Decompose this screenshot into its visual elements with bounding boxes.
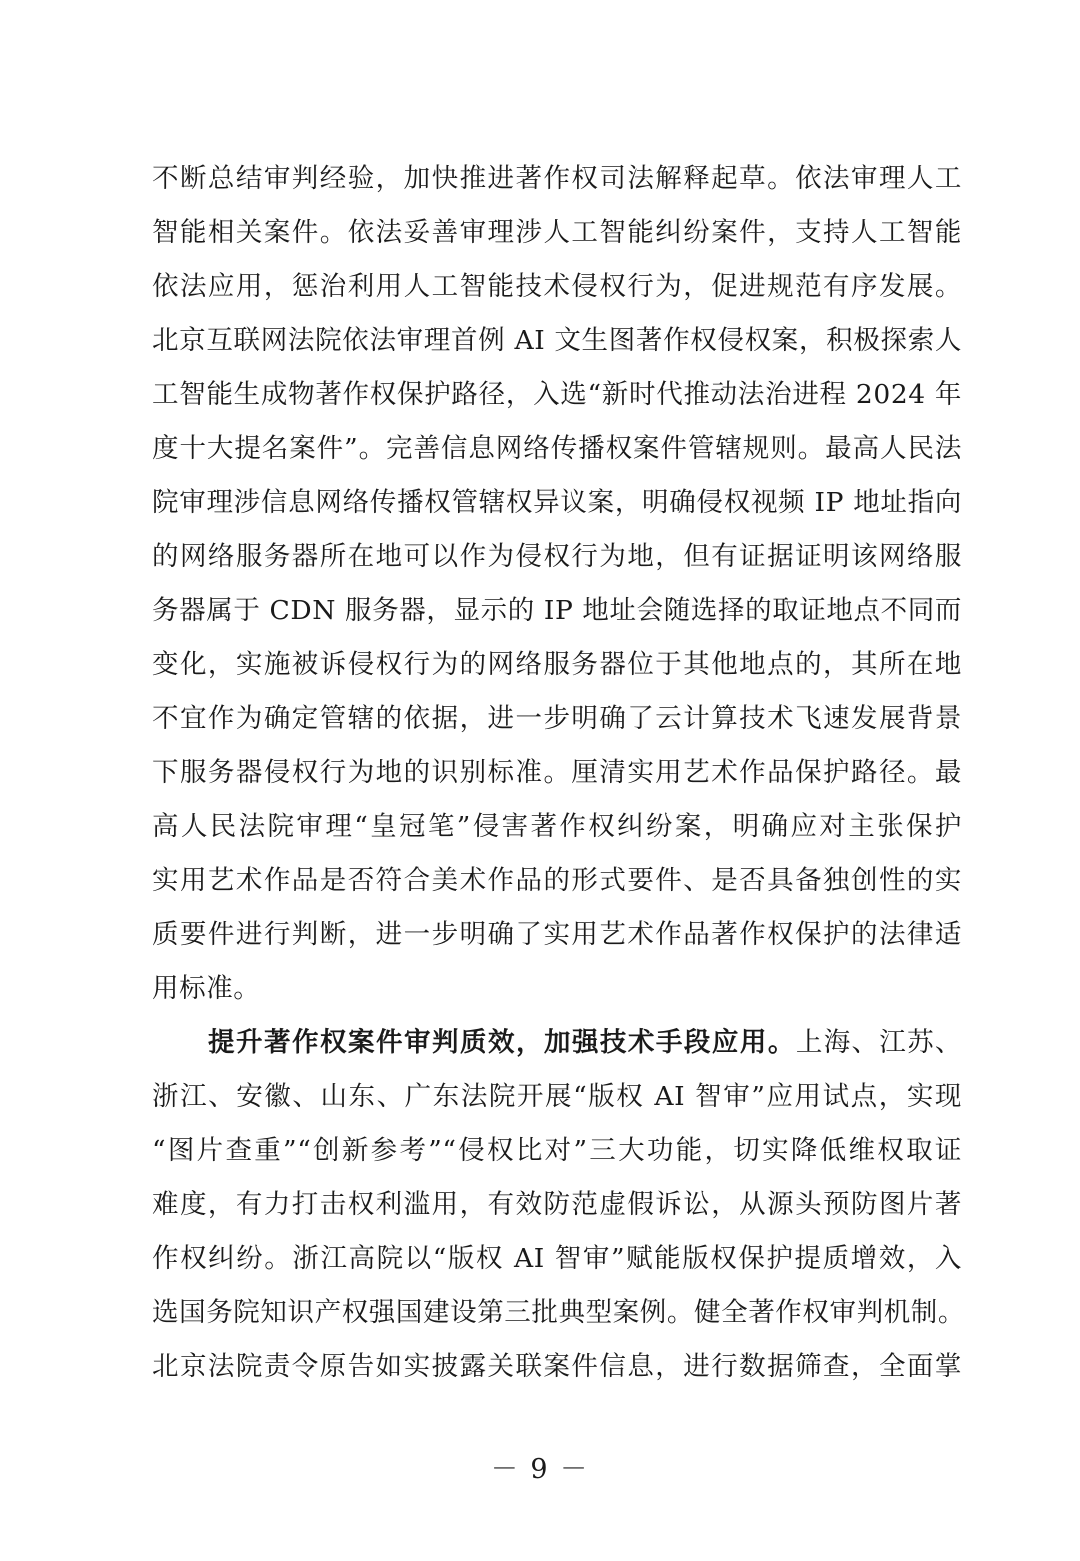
- text-line: 北京法院责令原告如实披露关联案件信息，进行数据筛查，全面掌: [152, 1351, 962, 1382]
- text-line: 浙江、安徽、山东、广东法院开展“版权 AI 智审”应用试点，实现: [152, 1081, 962, 1112]
- text-line: 不断总结审判经验，加快推进著作权司法解释起草。依法审理人工: [152, 163, 962, 194]
- text-line: 作权纠纷。浙江高院以“版权 AI 智审”赋能版权保护提质增效，入: [152, 1243, 962, 1274]
- text-line: 质要件进行判断，进一步明确了实用艺术作品著作权保护的法律适: [152, 919, 962, 950]
- text-line: 选国务院知识产权强国建设第三批典型案例。健全著作权审判机制。: [152, 1297, 965, 1328]
- text-line: [152, 1016, 962, 1070]
- text-line: 下服务器侵权行为地的识别标准。厘清实用艺术作品保护路径。最: [152, 757, 962, 788]
- body-text: [152, 152, 965, 1394]
- text-line: 工智能生成物著作权保护路径，入选“新时代推动法治进程 2024 年: [152, 379, 962, 410]
- text-line: 北京互联网法院依法审理首例 AI 文生图著作权侵权案，积极探索人: [152, 325, 962, 356]
- page-number: － 9 －: [490, 1454, 590, 1485]
- text-line: 智能相关案件。依法妥善审理涉人工智能纠纷案件，支持人工智能: [152, 217, 962, 248]
- text-line: 依法应用，惩治利用人工智能技术侵权行为，促进规范有序发展。: [152, 271, 962, 302]
- text-line: 难度，有力打击权利滥用，有效防范虚假诉讼，从源头预防图片著: [152, 1189, 962, 1220]
- text-line: “图片查重”“创新参考”“侵权比对”三大功能，切实降低维权取证: [152, 1135, 962, 1166]
- paragraph-heading: 提升著作权案件审判质效，加强技术手段应用。: [208, 1027, 796, 1058]
- text-line: 用标准。: [152, 973, 261, 1004]
- text-line: 高人民法院审理“皇冠笔”侵害著作权纠纷案，明确应对主张保护: [152, 811, 962, 842]
- text-line: 实用艺术作品是否符合美术作品的形式要件、是否具备独创性的实: [152, 865, 962, 896]
- text-line: 的网络服务器所在地可以作为侵权行为地，但有证据证明该网络服: [152, 541, 962, 572]
- text-line: 变化，实施被诉侵权行为的网络服务器位于其他地点的，其所在地: [152, 649, 962, 680]
- text-line: 院审理涉信息网络传播权管辖权异议案，明确侵权视频 IP 地址指向: [152, 487, 962, 518]
- paragraph-1: [152, 152, 962, 1016]
- text-line: 不宜作为确定管辖的依据，进一步明确了云计算技术飞速发展背景: [152, 703, 962, 734]
- paragraph-2: [152, 1016, 965, 1394]
- text-line: 度十大提名案件”。完善信息网络传播权案件管辖规则。最高人民法: [152, 433, 962, 464]
- heading-line-rest: 上海、江苏、: [795, 1027, 962, 1058]
- text-line: 务器属于 CDN 服务器，显示的 IP 地址会随选择的取证地点不同而: [152, 595, 962, 626]
